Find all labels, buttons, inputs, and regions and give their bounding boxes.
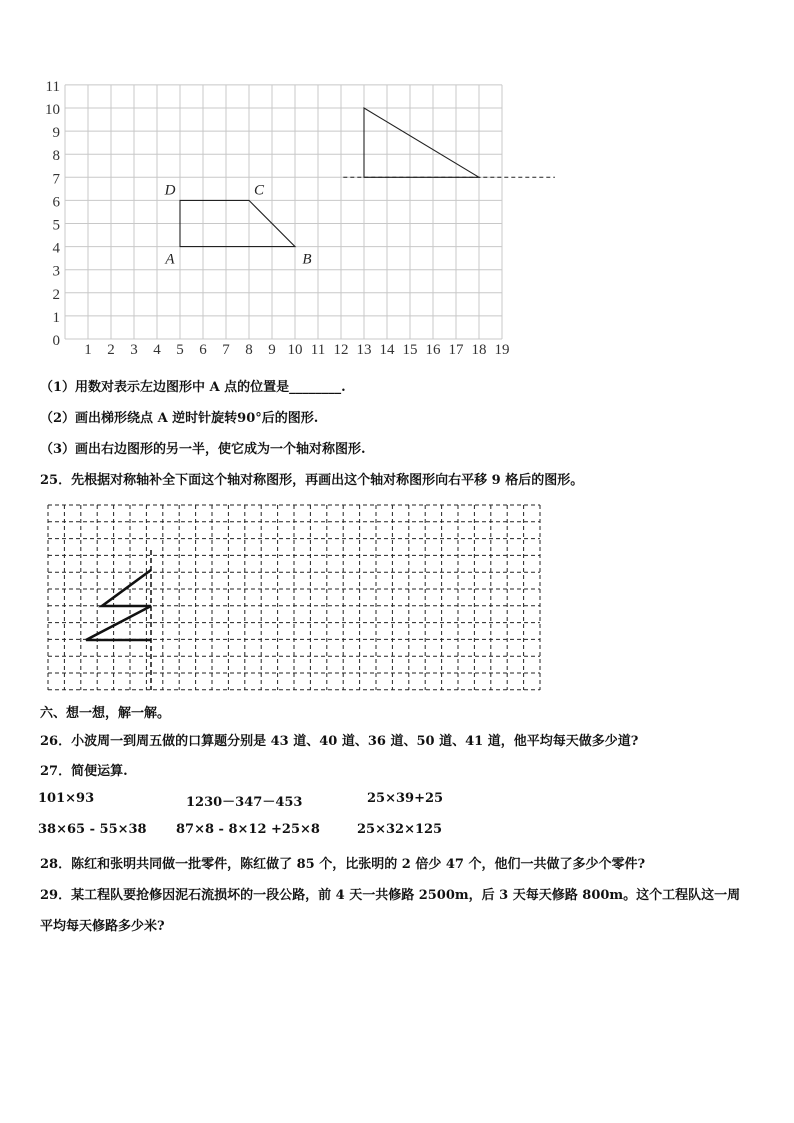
question-27: 27．简便运算. bbox=[40, 764, 128, 779]
y-tick-label: 6 bbox=[52, 194, 60, 211]
y-tick-label: 3 bbox=[52, 263, 60, 280]
x-tick-label: 6 bbox=[199, 342, 207, 358]
x-tick-label: 8 bbox=[245, 342, 253, 358]
x-tick-label: 7 bbox=[222, 342, 230, 358]
y-tick-label: 0 bbox=[52, 333, 60, 349]
point-label-d: D bbox=[164, 182, 176, 199]
question-29-line2: 平均每天修路多少米? bbox=[40, 919, 165, 934]
question-29-line1: 29．某工程队要抢修因泥石流损坏的一段公路，前 4 天一共修路 2500m，后 3 天每天修路 800m。这个工程队这一周 bbox=[40, 888, 741, 903]
question-26: 26．小波周一到周五做的口算题分别是 43 道、40 道、36 道、50 道、41 道，他平均每天做多少道? bbox=[40, 734, 639, 749]
question-25: 25．先根据对称轴补全下面这个轴对称图形，再画出这个轴对称图形向右平移 9 格后的图形。 bbox=[40, 473, 584, 488]
calc-item: 101×93 bbox=[38, 791, 95, 806]
x-tick-label: 13 bbox=[356, 342, 372, 358]
x-tick-label: 15 bbox=[402, 342, 418, 358]
x-tick-label: 4 bbox=[153, 342, 161, 358]
half-triangle bbox=[364, 108, 479, 177]
point-label-b: B bbox=[302, 251, 312, 268]
section-6-heading: 六、想一想，解一解。 bbox=[40, 706, 171, 721]
x-tick-label: 10 bbox=[287, 342, 303, 358]
calc-item: 25×39+25 bbox=[367, 791, 444, 806]
y-tick-label: 5 bbox=[52, 217, 60, 234]
coordinate-grid bbox=[0, 0, 794, 370]
question-24-1: （1）用数对表示左边图形中 A 点的位置是________. bbox=[40, 380, 346, 395]
x-tick-label: 2 bbox=[107, 342, 115, 358]
y-tick-label: 9 bbox=[52, 125, 60, 142]
question-24-3: （3）画出右边图形的另一半，使它成为一个轴对称图形. bbox=[40, 442, 366, 457]
point-label-a: A bbox=[165, 251, 175, 268]
x-tick-label: 11 bbox=[310, 342, 326, 358]
x-tick-label: 16 bbox=[425, 342, 441, 358]
y-tick-label: 2 bbox=[52, 286, 60, 303]
calc-item: 1230－347－453 bbox=[186, 795, 303, 810]
calc-item: 87×8 - 8×12 +25×8 bbox=[176, 822, 320, 837]
y-tick-label: 7 bbox=[52, 171, 60, 188]
x-tick-label: 5 bbox=[176, 342, 184, 358]
x-tick-label: 1 bbox=[84, 342, 92, 358]
x-tick-label: 14 bbox=[379, 342, 395, 358]
question-24-2: （2）画出梯形绕点 A 逆时针旋转90°后的图形. bbox=[40, 411, 319, 426]
x-tick-label: 19 bbox=[494, 342, 510, 358]
x-tick-label: 17 bbox=[448, 342, 464, 358]
x-tick-label: 3 bbox=[130, 342, 138, 358]
dashed-grid bbox=[0, 500, 794, 695]
point-label-c: C bbox=[253, 182, 265, 199]
y-tick-label: 8 bbox=[52, 148, 60, 165]
calc-item: 25×32×125 bbox=[357, 822, 443, 837]
y-tick-label: 11 bbox=[45, 78, 60, 95]
half-figure bbox=[86, 570, 151, 640]
y-tick-label: 1 bbox=[52, 309, 60, 326]
y-tick-label: 10 bbox=[45, 102, 60, 118]
x-tick-label: 18 bbox=[471, 342, 487, 358]
calc-item: 38×65 - 55×38 bbox=[38, 822, 147, 837]
y-tick-label: 4 bbox=[52, 240, 60, 257]
x-tick-label: 12 bbox=[333, 342, 349, 358]
x-tick-label: 9 bbox=[268, 342, 276, 358]
question-28: 28．陈红和张明共同做一批零件，陈红做了 85 个，比张明的 2 倍少 47 个，他们一共做了多少个零件? bbox=[40, 857, 646, 872]
